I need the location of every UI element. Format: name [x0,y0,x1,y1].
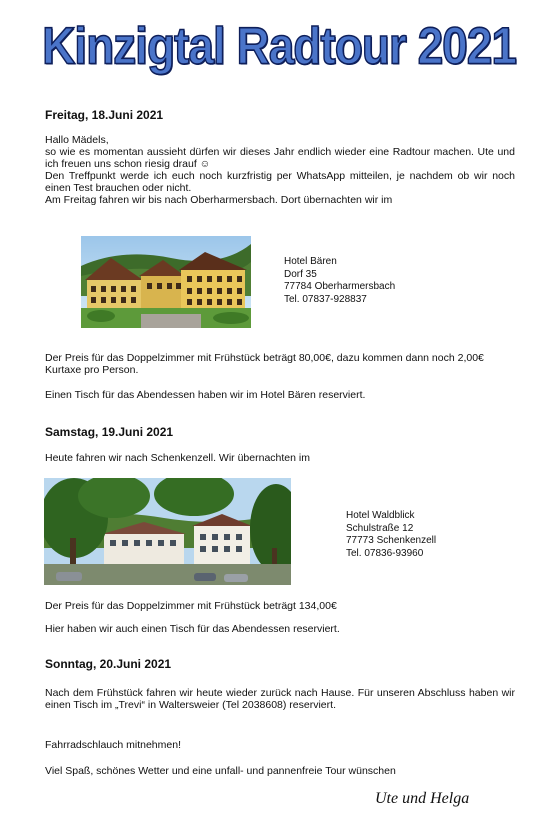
day1-intro-line: Am Freitag fahren wir bis nach Oberharmersbach. Dort übernachten wir im [45,194,393,206]
day1-intro-line: Den Treffpunkt werde ich euch noch kurzfristig per WhatsApp mitteilen, je nachdem ob wir noch einen Test brauchen oder nicht. [45,170,515,194]
hotel-name: Hotel Waldblick [346,510,415,521]
day2-intro: Heute fahren wir nach Schenkenzell. Wir übernachten im [45,452,310,464]
hotel-city: 77773 Schenkenzell [346,535,437,546]
hotel-street: Schulstraße 12 [346,522,414,534]
hotel-baeren-photo [81,236,251,328]
day1-intro [45,134,515,206]
day2-heading: Samstag, 19.Juni 2021 [45,425,174,439]
day3-heading: Sonntag, 20.Juni 2021 [45,657,172,671]
day3-text: Nach dem Frühstück fahren wir heute wieder zurück nach Hause. Für unseren Abschluss haben wir einen Tisch im „Trevi“ in Waltersweier (Tel 2038608) reserviert. [45,687,515,711]
hotel-city: 77784 Oberharmersbach [284,281,396,292]
day1-heading: Freitag, 18.Juni 2021 [45,108,164,122]
hotel-baeren-address [284,256,395,306]
day2-dinner: Hier haben wir auch einen Tisch für das Abendessen reserviert. [45,623,340,635]
hotel-waldblick-photo [44,478,291,585]
day1-intro-line: so wie es momentan aussieht dürfen wir dieses Jahr endlich wieder eine Radtour machen. Ute und ich freuen uns schon riesig drauf ☺ [45,146,515,170]
hotel-street: Dorf 35 [284,268,317,280]
wishes-text: Viel Spaß, schönes Wetter und eine unfall- und pannenfreie Tour wünschen [45,765,396,777]
day2-price: Der Preis für das Doppelzimmer mit Frühstück beträgt 134,00€ [45,600,337,612]
hotel-waldblick-address [346,510,436,560]
day1-price: Der Preis für das Doppelzimmer mit Frühstück beträgt 80,00€, dazu kommen dann noch 2,00€ Kurtaxe pro Person. [45,352,484,376]
page-title: Kinzigtal Radtour 2021 [42,16,516,75]
hotel-phone: Tel. 07836-93960 [346,547,424,559]
signature: Ute und Helga [375,790,470,807]
day1-dinner: Einen Tisch für das Abendessen haben wir im Hotel Bären reserviert. [45,389,366,401]
reminder-text: Fahrradschlauch mitnehmen! [45,739,181,751]
hotel-phone: Tel. 07837-928837 [284,293,367,305]
day1-intro-greeting: Hallo Mädels, [45,134,109,146]
hotel-name: Hotel Bären [284,256,337,267]
